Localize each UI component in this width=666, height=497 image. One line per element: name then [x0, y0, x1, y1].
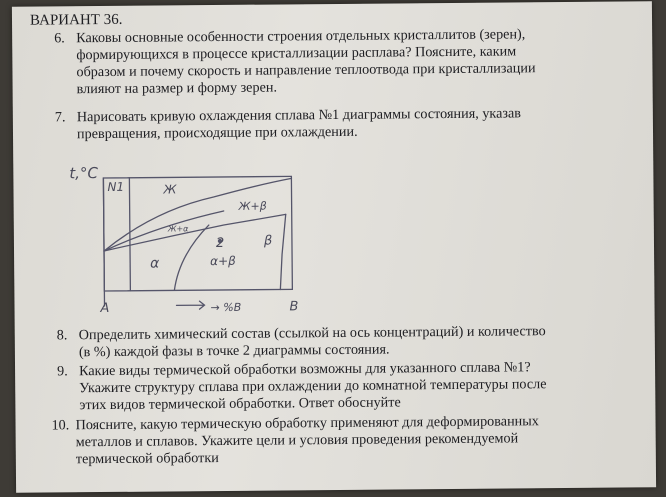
region-alpha-beta-label: α+β	[210, 253, 236, 269]
question-line: Укажите структуру сплава при охлаждении до комнатной температуры после	[79, 376, 547, 397]
worksheet	[12, 1, 656, 493]
variant-title: ВАРИАНТ 36.	[29, 11, 123, 29]
question-line: влияют на размер и форму зерен.	[76, 79, 278, 98]
axis-arrow	[176, 301, 204, 309]
question-line: термической обработки	[75, 450, 219, 468]
y-axis	[103, 178, 104, 306]
question-number: 9.	[57, 363, 68, 380]
x-axis-label: → %B	[210, 300, 242, 315]
question-number: 8.	[56, 327, 68, 344]
solidus-line	[104, 214, 286, 251]
question-number: 6.	[54, 30, 65, 47]
point-2-label: 2	[215, 235, 225, 252]
region-alpha-label: α	[150, 255, 160, 272]
question-line: Определить химический состав (ссылкой на ось концентраций) и количество	[78, 323, 546, 344]
question-number: 10.	[51, 417, 70, 434]
question-line: Каковы основные особенности строения отдельных кристаллитов (зерен),	[76, 26, 526, 47]
region-liquid-label: Ж	[163, 182, 177, 197]
y-axis-label: t,°C	[69, 164, 99, 183]
question-line: этих видов термической обработки. Ответ обоснуйте	[79, 394, 401, 414]
beta-solvus	[280, 214, 287, 289]
question-line: Поясните, какую термическую обработку применяют для деформированных	[75, 413, 539, 434]
question-line: Какие виды термической обработки возможны для указанного сплава №1?	[79, 359, 531, 380]
x-right-label: B	[289, 299, 299, 315]
question-line: Нарисовать кривую охлаждения сплава №1 диаграммы состояния, указав	[76, 105, 522, 126]
alloy-label: N1	[107, 179, 125, 194]
question-line: металлов и сплавов. Укажите цели и условия проведения рекомендуемой	[75, 430, 519, 451]
question-line: (в %) каждой фазы в точке 2 диаграммы состояния.	[78, 341, 390, 361]
region-liquid-alpha-label: Ж+α	[167, 224, 189, 234]
question-line: образом и почему скорость и направление теплоотвода при кристаллизации	[76, 60, 536, 81]
question-number: 7.	[54, 109, 66, 126]
region-liquid-beta-label: Ж+β	[238, 199, 267, 213]
x-left-label: A	[100, 300, 110, 317]
phase-diagram	[63, 154, 334, 321]
region-beta-label: β	[263, 233, 273, 249]
lens-line	[104, 211, 224, 251]
alloy-line	[129, 178, 130, 291]
question-line: формирующихся в процессе кристаллизации расплава? Поясните, каким	[76, 43, 517, 64]
question-line: превращения, происходящие при охлаждении.	[76, 123, 358, 143]
